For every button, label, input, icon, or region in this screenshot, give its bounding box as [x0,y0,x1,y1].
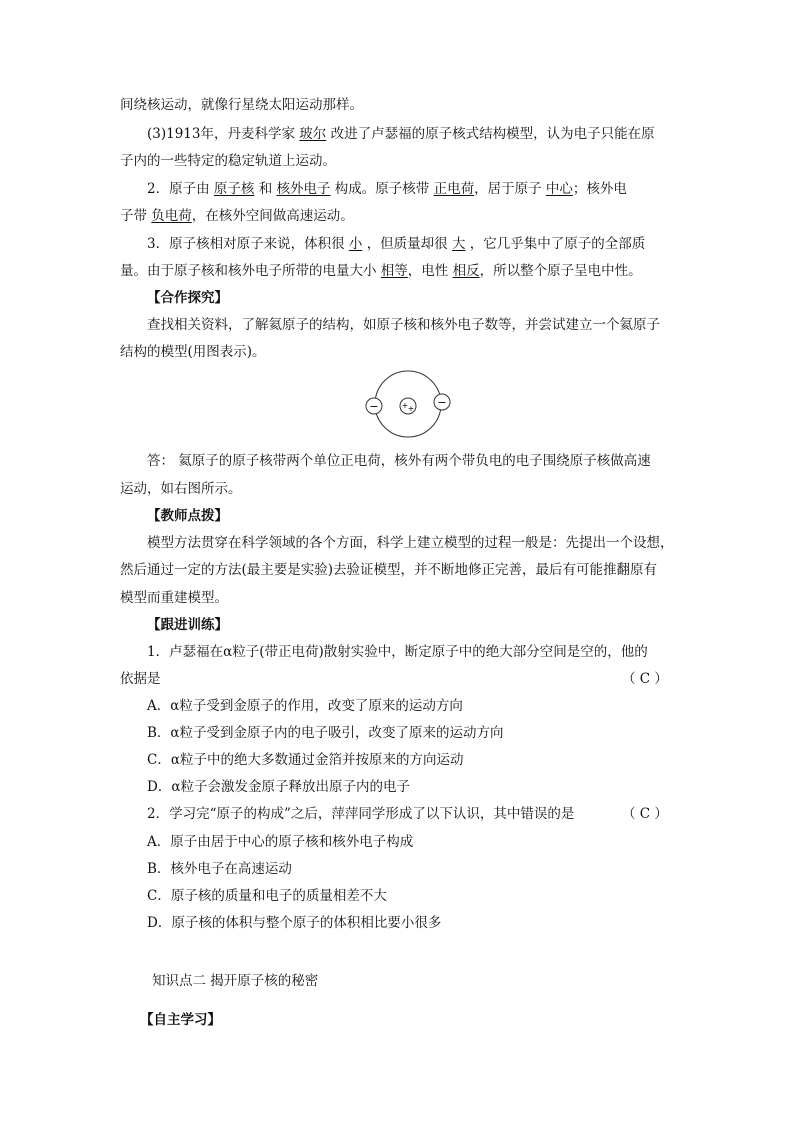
answer-blank: 大 [451,236,466,252]
section-heading: 【教师点拨】 [147,508,228,524]
answer-blank: 原子核 [213,181,255,197]
answer-blank: 负电荷 [151,208,192,224]
text-line: 间绕核运动，就像行星绕太阳运动那样。 [120,97,363,113]
knowledge-point-title: 知识点二 揭开原子核的秘密 [152,973,319,989]
question-1-answer: （ C ） [622,671,668,687]
section-heading: 【跟进训练】 [147,617,228,633]
text-line: 2．原子由 原子核 和 核外电子 构成。原子核带 正电荷，居于原子 中心；核外电 [147,181,627,197]
option-c: C．α粒子中的绝大多数通过金箔并按原来的方向运动 [147,752,464,768]
text-line: 答： 氦原子的原子核带两个单位正电荷，核外有两个带负电的电子围绕原子核做高速 [147,453,651,469]
text-line: 结构的模型(用图表示)。 [120,344,266,360]
nucleus-sign-2: + [407,404,415,413]
option-c: C．原子核的质量和电子的质量相差不大 [147,888,387,904]
question-1-cont: 依据是 [120,671,161,687]
helium-atom-figure [362,368,454,440]
text-line: 然后通过一定的方法(最主要是实验)去验证模型，并不断地修正完善，最后有可能推翻原有 [120,562,658,578]
option-b: B．核外电子在高速运动 [147,861,292,877]
answer-blank: 相反 [452,263,480,279]
option-a: A．原子由居于中心的原子核和核外电子构成 [147,834,414,850]
text-line: 量。由于原子核和核外电子所带的电量大小 相等，电性 相反，所以整个原子呈电中性。 [120,263,642,279]
section-heading: 【自主学习】 [140,1012,221,1028]
text-line: 运动，如右图所示。 [120,481,242,497]
nucleus-sign-1: + [401,401,409,410]
section-heading: 【合作探究】 [147,290,228,306]
answer-blank: 小 [348,236,363,252]
question-1: 1．卢瑟福在α粒子(带正电荷)散射实验中，断定原子中的绝大部分空间是空的，他的 [147,644,648,660]
option-d: D．原子核的体积与整个原子的体积相比要小很多 [147,915,442,931]
text-line: 子内的一些特定的稳定轨道上运动。 [120,153,336,169]
option-d: D．α粒子会激发金原子释放出原子内的电子 [147,779,410,795]
answer-blank: 玻尔 [299,126,327,142]
electron-left-sign: − [369,400,379,413]
text-line: (3)1913年，丹麦科学家 玻尔 改进了卢瑟福的原子核式结构模型，认为电子只能在原 [147,126,655,142]
electron-right-sign: − [437,396,447,409]
text-line: 子带 负电荷，在核外空间做高速运动。 [120,208,354,224]
text-line: 查找相关资料，了解氦原子的结构，如原子核和核外电子数等，并尝试建立一个氦原子 [147,317,660,333]
option-a: A．α粒子受到金原子的作用，改变了原来的运动方向 [147,698,463,714]
text-line: 模型方法贯穿在科学领域的各个方面，科学上建立模型的过程一般是：先提出一个设想， [147,535,674,551]
option-b: B．α粒子受到金原子内的电子吸引，改变了原来的运动方向 [147,725,504,741]
answer-blank: 相等 [380,263,408,279]
text-line: 3．原子核相对原子来说，体积很 小 ，但质量却很 大 ，它几乎集中了原子的全部质 [147,236,646,252]
text-line: 模型而重建模型。 [120,590,228,606]
question-2: 2．学习完“原子的构成”之后，萍萍同学形成了以下认识，其中错误的是 [147,806,575,822]
question-2-answer: （ C ） [622,806,668,822]
answer-blank: 正电荷 [433,181,475,197]
answer-blank: 核外电子 [276,181,331,197]
answer-blank: 中心 [545,181,573,197]
